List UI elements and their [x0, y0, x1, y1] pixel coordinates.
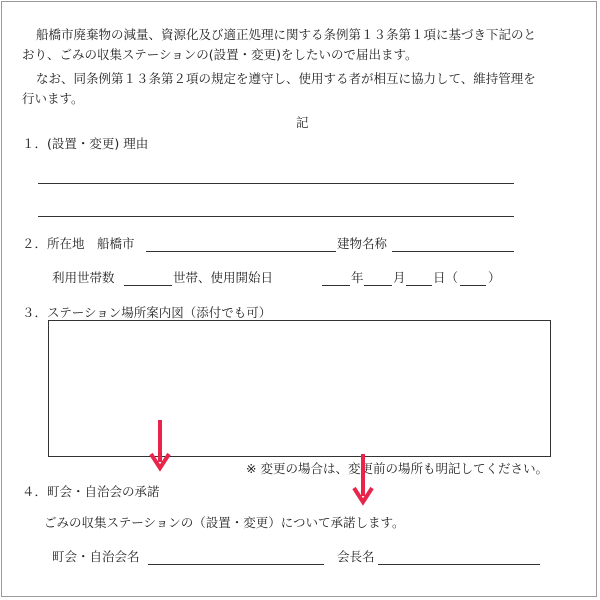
paren-close: ） — [488, 270, 501, 285]
address-line[interactable] — [146, 251, 336, 252]
intro-line-3: なお、同条例第１３条第２項の規定を遵守し、使用する者が相互に協力して、維持管理を — [36, 71, 536, 86]
households-suffix: 世帯、使用開始日 — [173, 270, 274, 285]
map-drawing-area[interactable] — [48, 320, 551, 457]
intro-line-1: 船橋市廃棄物の減量、資源化及び適正処理に関する条例第１３条第１項に基づき下記のと — [36, 27, 537, 42]
chair-line[interactable] — [378, 564, 540, 565]
intro-line-2: おり、ごみの収集ステーションの(設置・変更)をしたいので届出ます。 — [22, 47, 418, 62]
day-line[interactable] — [406, 285, 432, 286]
chair-label: 会長名 — [337, 549, 375, 564]
month-line[interactable] — [364, 285, 392, 286]
arrow-down-icon — [351, 454, 375, 510]
year-line[interactable] — [322, 285, 350, 286]
section3-label: ３．ステーション場所案内図（添付でも可） — [22, 305, 272, 320]
association-line[interactable] — [148, 564, 324, 565]
reason-line-1[interactable] — [38, 183, 514, 184]
households-line[interactable] — [124, 285, 172, 286]
section4-label: ４．町会・自治会の承諾 — [22, 484, 160, 499]
building-line[interactable] — [392, 251, 514, 252]
ki-heading: 記 — [296, 115, 309, 130]
change-note: ※ 変更の場合は、変更前の場所も明記してください。 — [246, 461, 548, 476]
building-label: 建物名称 — [337, 236, 388, 251]
year-label: 年 — [351, 270, 364, 285]
households-label: 利用世帯数 — [52, 270, 115, 285]
reason-line-2[interactable] — [38, 216, 514, 217]
consent-text: ごみの収集ステーションの（設置・変更）について承諾します。 — [44, 515, 405, 530]
section2-label: ２．所在地 船橋市 — [22, 236, 135, 251]
association-label: 町会・自治会名 — [52, 549, 140, 564]
intro-line-4: 行います。 — [22, 91, 84, 106]
page-frame — [1, 1, 597, 597]
weekday-line[interactable] — [460, 285, 486, 286]
section1-label: １．(設置・変更) 理由 — [22, 136, 149, 151]
day-label: 日（ — [433, 270, 459, 285]
month-label: 月 — [393, 270, 406, 285]
arrow-down-icon — [148, 420, 172, 476]
